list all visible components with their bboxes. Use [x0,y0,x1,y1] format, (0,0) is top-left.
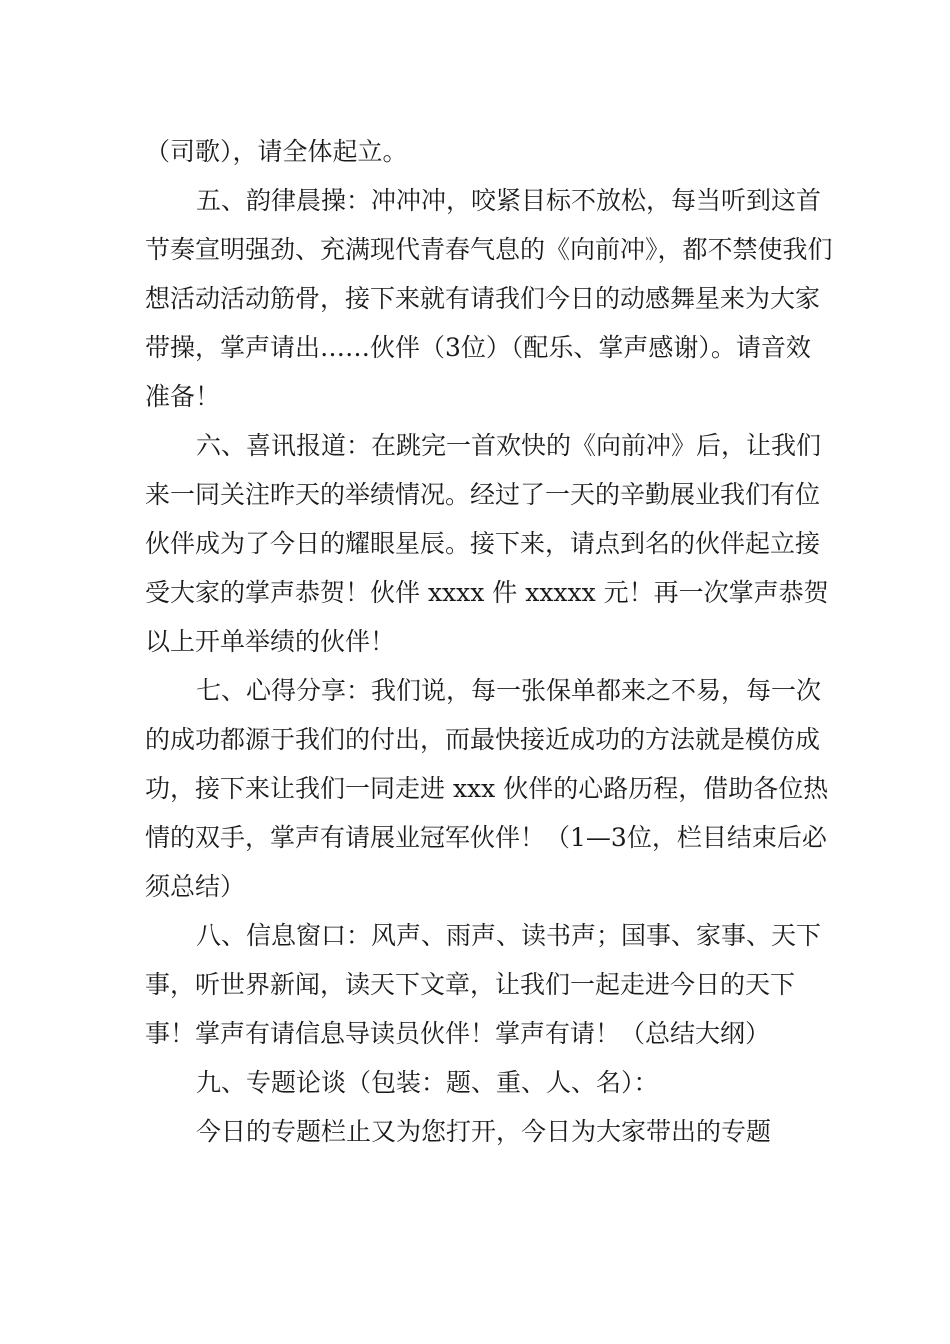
paragraph-good-news: 六、喜讯报道：在跳完一首欢快的《向前冲》后，让我们来一同关注昨天的举绩情况。经过了一天的辛勤展业我们有位伙伴成为了今日的耀眼星辰。接下来，请点到名的伙伴起立接受大家的掌声恭贺！伙伴 xxxx 件 xxxxx 元！再一次掌声恭贺以上开单举绩的伙伴！ [145,431,829,656]
document-page [145,0,835,1156]
paragraph-news-window: 八、信息窗口：风声、雨声、读书声；国事、家事、天下事，听世界新闻，读天下文章，让我们一起走进今日的天下事！掌声有请信息导读员伙伴！掌声有请！（总结大纲） [145,921,822,1048]
paragraph-topic-intro: 今日的专题栏止又为您打开，今日为大家带出的专题 [196,1117,772,1146]
paragraph-rhythm-exercise: 五、韵律晨操：冲冲冲，咬紧目标不放松，每当听到这首节奏宣明强劲、充满现代青春气息的《向前冲》，都不禁使我们想活动活动筋骨，接下来就有请我们今日的动感舞星来为大家带操，掌声请出……伙伴（3位）（配乐、掌声感谢）。请音效准备！ [145,186,833,411]
paragraph-anthem: （司歌），请全体起立。 [145,137,408,166]
paragraph-experience-sharing: 七、心得分享：我们说，每一张保单都来之不易，每一次的成功都源于我们的付出，而最快接近成功的方法就是模仿成功，接下来让我们一同走进 xxx 伙伴的心路历程，借助各位热情的双手，掌声有请展业冠军伙伴！（1—3位，栏目结束后必须总结） [145,676,829,901]
paragraph-topic-heading: 九、专题论谈（包装：题、重、人、名）： [196,1068,659,1097]
